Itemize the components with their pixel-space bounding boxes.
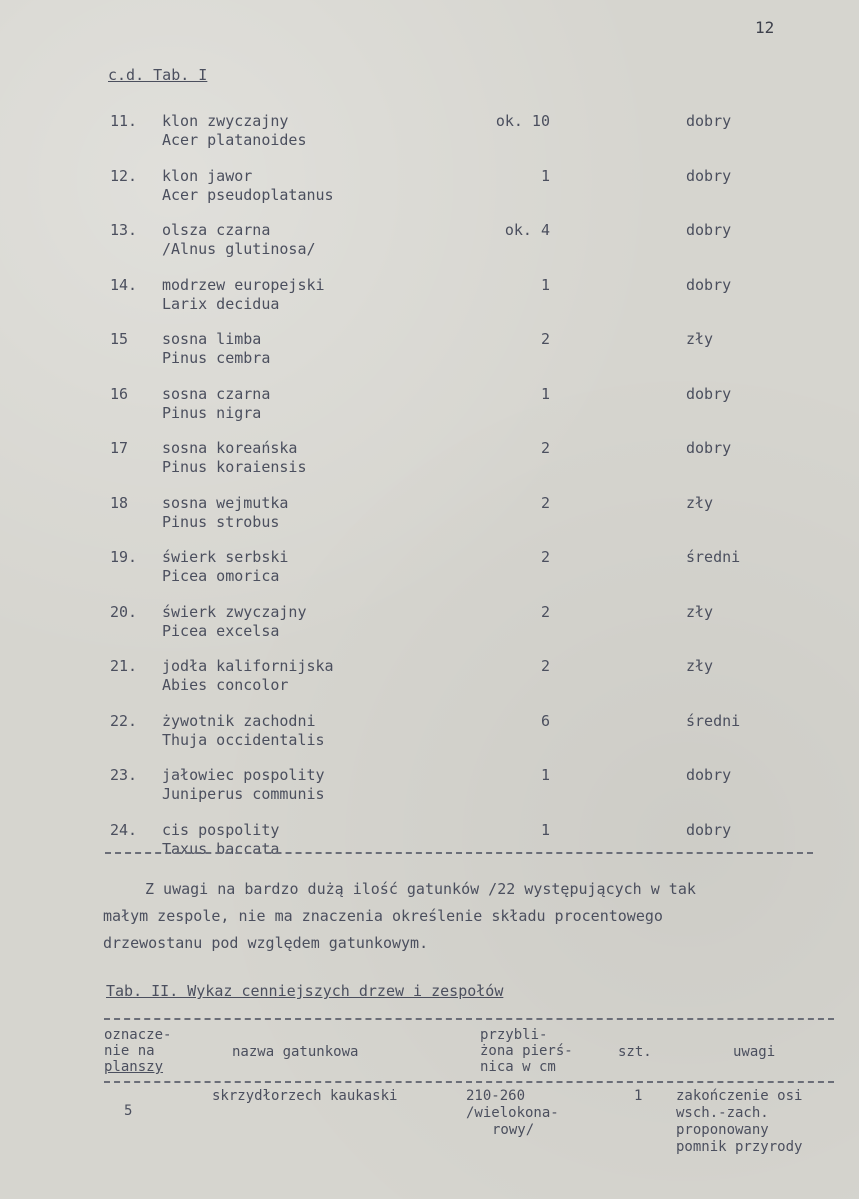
species-condition: dobry [686,439,732,457]
species-condition: zły [686,330,714,348]
species-row [0,221,859,267]
species-condition: zły [686,657,714,675]
species-latin-name: Picea excelsa [162,621,280,640]
table2-top-rule [104,1018,834,1020]
species-number: 19. [110,548,138,566]
page-number: 12 [755,18,775,37]
species-row [0,112,859,158]
species-number: 21. [110,657,138,675]
species-latin-name: Pinus koraiensis [162,458,307,476]
species-number: 18 [110,493,129,512]
species-condition: zły [686,493,714,512]
species-row [0,821,859,867]
table2-cell-name: skrzydłorzech kaukaski [212,1088,398,1104]
species-polish-name: jodła kalifornijska [162,657,334,675]
header-mark-line-1: oznacze- [104,1027,172,1043]
species-quantity: 1 [540,275,550,294]
paragraph-line-3: drzewostanu pod względem gatunkowym. [103,934,429,952]
species-polish-name: świerk serbski [162,548,289,566]
species-row [0,548,859,594]
species-quantity: ok. 4 [504,221,550,239]
species-latin-name: Acer platanoides [162,131,307,149]
species-row [0,766,859,812]
species-polish-name: klon jawor [162,166,253,185]
notes-line-1: zakończenie osi [676,1088,803,1104]
species-number: 13. [110,221,138,239]
species-quantity: 2 [540,330,550,348]
table2-header-rule [104,1081,834,1083]
header-girth-line-1: przybli- [480,1027,548,1043]
species-latin-name: Thuja occidentalis [162,730,325,749]
header-girth-line-3: nica w cm [480,1059,556,1075]
species-condition: dobry [686,166,732,185]
species-polish-name: sosna czarna [162,384,271,403]
species-latin-name: Picea omorica [162,567,280,585]
girth-line-1: 210-260 [466,1088,526,1104]
notes-line-3: proponowany [676,1122,769,1138]
dashed-divider [105,852,813,854]
species-latin-name: Pinus cembra [162,349,271,367]
species-condition: średni [686,548,741,566]
species-quantity: 1 [540,766,550,784]
girth-line-2: /wielokona- [466,1105,559,1121]
table2-cell-mark: 5 [124,1103,133,1119]
species-quantity: 2 [540,657,550,675]
species-latin-name: Abies concolor [162,676,289,694]
species-condition: dobry [686,766,732,784]
girth-line-3: rowy/ [492,1122,535,1138]
species-number: 17 [110,439,129,457]
species-number: 12. [110,166,138,185]
paragraph-line-1: Z uwagi na bardzo dużą ilość gatunków /22 występujących w tak [145,880,696,898]
species-condition: zły [686,602,714,621]
species-row [0,494,859,540]
species-row [0,712,859,758]
table2-cell-notes [676,1088,802,1156]
species-number: 11. [110,112,138,130]
species-number: 20. [110,602,138,621]
species-quantity: 2 [540,439,550,457]
species-latin-name: Juniperus communis [162,785,325,803]
notes-line-2: wsch.-zach. [676,1105,769,1121]
header-mark-line-2: nie na [104,1043,155,1059]
species-polish-name: olsza czarna [162,221,271,239]
species-polish-name: jałowiec pospolity [162,766,325,784]
species-row [0,439,859,485]
species-quantity: ok. 10 [495,112,550,130]
species-latin-name: Taxus baccata [162,839,280,858]
species-condition: dobry [686,384,732,403]
species-polish-name: sosna wejmutka [162,493,289,512]
species-latin-name: /Alnus glutinosa/ [162,240,316,258]
species-polish-name: sosna limba [162,330,262,348]
species-row [0,167,859,213]
species-row [0,657,859,703]
table2-header-count: szt. [618,1044,652,1060]
species-condition: dobry [686,221,732,239]
species-number: 23. [110,766,138,784]
table2-header-notes: uwagi [733,1044,776,1060]
species-number: 22. [110,711,138,730]
species-condition: dobry [686,275,732,294]
species-quantity: 2 [540,602,550,621]
species-latin-name: Acer pseudoplatanus [162,185,334,204]
table2-header-girth [480,1027,573,1075]
species-quantity: 2 [540,493,550,512]
species-polish-name: modrzew europejski [162,275,325,294]
continued-table-label: c.d. Tab. I [108,66,208,84]
paragraph-line-2: małym zespole, nie ma znaczenia określenie składu procentowego [103,907,663,925]
species-number: 16 [110,384,129,403]
header-mark-line-3: planszy [104,1059,164,1075]
species-number: 24. [110,820,138,839]
table2-cell-count: 1 [634,1088,643,1104]
species-quantity: 6 [540,711,550,730]
header-girth-line-2: żona pierś- [480,1043,573,1059]
table2-title: Tab. II. Wykaz cenniejszych drzew i zespołów [106,982,504,1000]
species-latin-name: Larix decidua [162,294,280,313]
notes-line-4: pomnik przyrody [676,1139,803,1155]
species-number: 15 [110,330,129,348]
species-latin-name: Pinus strobus [162,512,280,531]
species-polish-name: świerk zwyczajny [162,602,307,621]
species-polish-name: cis pospolity [162,820,280,839]
species-row [0,603,859,649]
species-quantity: 1 [540,820,550,839]
species-quantity: 2 [540,548,550,566]
table2-header-mark [104,1027,171,1075]
species-condition: dobry [686,820,732,839]
species-polish-name: sosna koreańska [162,439,298,457]
table2-header-name: nazwa gatunkowa [232,1044,359,1060]
species-number: 14. [110,275,138,294]
species-row [0,330,859,376]
species-row [0,385,859,431]
species-condition: dobry [686,112,732,130]
species-polish-name: żywotnik zachodni [162,711,316,730]
species-quantity: 1 [540,166,550,185]
species-latin-name: Pinus nigra [162,403,262,422]
species-polish-name: klon zwyczajny [162,112,289,130]
species-row [0,276,859,322]
species-quantity: 1 [540,384,550,403]
species-paragraph [103,876,803,957]
species-condition: średni [686,711,741,730]
table2-cell-girth [466,1088,559,1139]
